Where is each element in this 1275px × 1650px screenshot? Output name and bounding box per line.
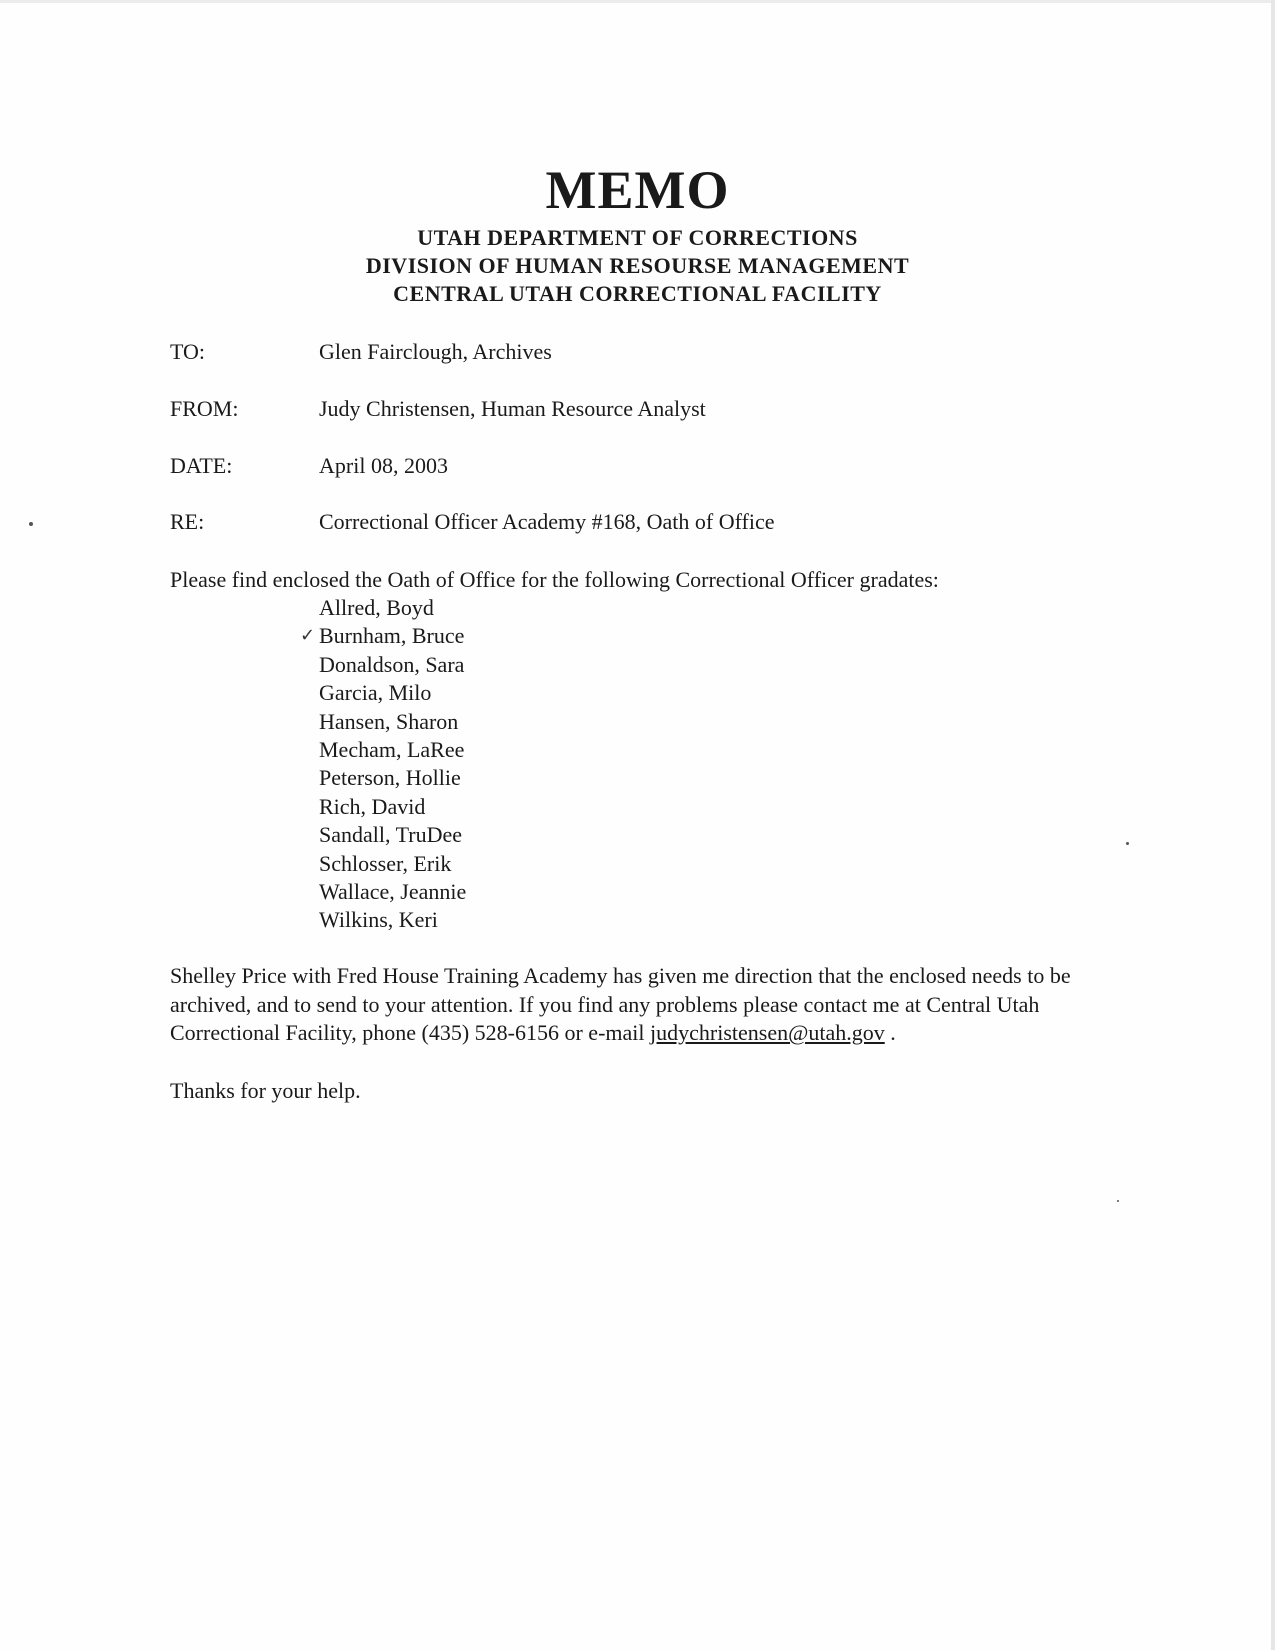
graduate-name: Mecham, LaRee <box>319 737 465 763</box>
graduate-name: Schlosser, Erik <box>319 850 452 876</box>
graduate-name: Wilkins, Keri <box>319 907 438 933</box>
re-value: Correctional Officer Academy #168, Oath of Office <box>319 509 775 534</box>
graduate-name: Rich, David <box>319 793 426 819</box>
body-paragraph <box>170 962 1150 1048</box>
graduate-name: Donaldson, Sara <box>319 651 465 677</box>
from-value: Judy Christensen, Human Resource Analyst <box>319 396 706 421</box>
memo-title: MEMO <box>545 160 730 220</box>
body-text: Shelley Price with Fred House Training Academy has given me direction that the enclosed needs to be archived, and to send to your attention. If you find any problems please contact me at Central Utah Correctional Facility, phone (435) 528-6156 or e-mail <box>170 963 1071 1045</box>
re-label: RE: <box>170 509 205 534</box>
org-line-facility: CENTRAL UTAH CORRECTIONAL FACILITY <box>393 281 882 306</box>
scan-speck <box>29 522 33 526</box>
to-value: Glen Fairclough, Archives <box>319 339 552 364</box>
org-line-division: DIVISION OF HUMAN RESOURSE MANAGEMENT <box>365 253 910 278</box>
intro-sentence: Please find enclosed the Oath of Office for the following Correctional Officer gradates: <box>170 567 939 592</box>
graduate-name: Sandall, TruDee <box>319 822 462 848</box>
graduate-name: Garcia, Milo <box>319 680 432 706</box>
graduate-name: Wallace, Jeannie <box>319 879 467 905</box>
closing-line: Thanks for your help. <box>170 1078 361 1103</box>
graduate-name: Peterson, Hollie <box>319 765 461 791</box>
date-label: DATE: <box>170 453 233 478</box>
email-link[interactable]: judychristensen@utah.gov <box>650 1020 885 1045</box>
body-end: . <box>884 1020 896 1045</box>
scan-top-edge <box>0 0 1275 3</box>
date-value: April 08, 2003 <box>319 453 448 478</box>
from-label: FROM: <box>170 396 239 421</box>
checkmark-icon: ✓ <box>300 625 316 647</box>
scan-speck <box>1126 842 1129 845</box>
scan-speck <box>1117 1200 1119 1202</box>
org-line-department: UTAH DEPARTMENT OF CORRECTIONS <box>417 225 858 250</box>
graduate-name: ✓ Burnham, Bruce <box>300 622 466 650</box>
to-label: TO: <box>170 339 206 364</box>
graduate-name: Allred, Boyd <box>319 595 434 620</box>
graduate-list <box>300 594 466 935</box>
graduate-name: Hansen, Sharon <box>319 708 459 734</box>
